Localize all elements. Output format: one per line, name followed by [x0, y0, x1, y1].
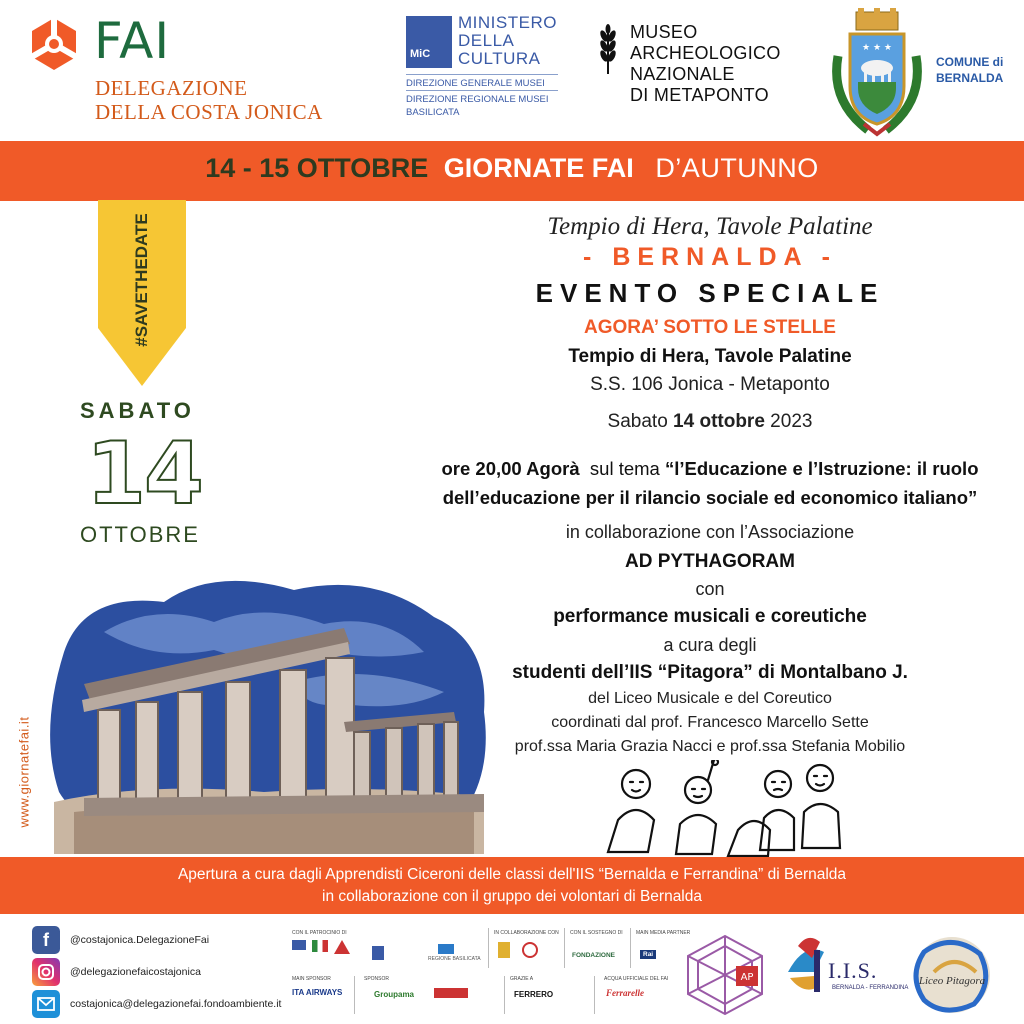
event-date-year: 2023 — [764, 411, 813, 432]
event-subheading: AGORA’ SOTTO LE STELLE — [584, 317, 836, 338]
fai-delegation-line2: DELLA COSTA JONICA — [95, 100, 323, 124]
hashtag-label: #SAVETHEDATE — [132, 213, 151, 347]
sponsor-name: REGIONE BASILICATA — [428, 956, 481, 962]
comune-line1: COMUNE di — [936, 55, 1004, 69]
ministry-dept1: DIREZIONE GENERALE MUSEI — [406, 74, 558, 90]
event-topic-line1: “l’Educazione e l’Istruzione: il ruolo — [664, 458, 979, 479]
comune-small-icon — [498, 942, 510, 958]
sponsor-strip — [288, 926, 691, 1020]
sponsor-name: FONDAZIONE — [572, 952, 615, 959]
pitagora-logo-icon — [904, 932, 1000, 1018]
mic-abbrev: MiC — [410, 48, 431, 60]
instagram-row[interactable] — [32, 958, 201, 986]
ministry-departments — [406, 74, 558, 119]
sponsor-label: GRAZIE A — [510, 976, 534, 982]
sponsor-label: SPONSOR — [364, 976, 390, 982]
event-topic — [400, 454, 1020, 512]
event-venue: Tempio di Hera, Tavole Palatine — [568, 346, 852, 367]
sponsor-name: Groupama — [374, 990, 415, 999]
museum-line1: MUSEO — [630, 22, 698, 42]
bottom-banner-text — [0, 864, 1024, 908]
event-schools: del Liceo Musicale e del Coreutico — [588, 690, 832, 707]
iis-name: I.I.S. — [828, 958, 878, 983]
ministry-line2: DELLA — [458, 31, 515, 50]
sponsor-divider — [564, 928, 565, 968]
facebook-row[interactable] — [32, 926, 209, 954]
fai-delegation-line1: DELEGAZIONE — [95, 76, 248, 100]
ministry-line3: CULTURA — [458, 49, 541, 68]
event-script-title: Tempio di Hera, Tavole Palatine — [547, 213, 873, 240]
sponsor-name: Rai — [640, 950, 656, 959]
event-coordinators: coordinati dal prof. Francesco Marcello Sette — [551, 714, 869, 731]
event-date — [400, 411, 1020, 433]
event-time: ore 20,00 Agorà — [441, 458, 580, 479]
sponsor-label: MAIN MEDIA PARTNER — [636, 930, 691, 936]
fai-delegation — [95, 76, 323, 124]
website-link[interactable]: www.giornatefai.it — [16, 716, 32, 828]
ap-logo-text: AP — [740, 972, 754, 983]
event-teachers: prof.ssa Maria Grazia Nacci e prof.ssa Stefania Mobilio — [514, 738, 906, 755]
event-students: studenti dell’IIS “Pitagora” di Montalbano J. — [512, 662, 908, 683]
sponsor-red-logo-icon — [434, 988, 468, 998]
email-row[interactable] — [32, 990, 281, 1018]
ministry-title — [458, 14, 557, 68]
mic-small-icon — [372, 946, 384, 960]
students-sketch-icon — [588, 760, 858, 858]
event-topic-line2: dell’educazione per il rilancio sociale ed economico italiano” — [442, 487, 978, 508]
sponsor-label: CON IL SOSTEGNO DI — [570, 930, 623, 936]
banner-giornate: GIORNATE FAI — [443, 153, 634, 183]
banner-title — [0, 153, 1024, 184]
day-number: 14 — [86, 424, 202, 524]
instagram-icon — [32, 958, 60, 986]
basilicata-icon — [438, 944, 454, 954]
event-association: AD PYTHAGORAM — [625, 551, 795, 572]
sponsor-name: ITA AIRWAYS — [292, 988, 343, 997]
comune-label — [936, 54, 1003, 86]
museum-line4: DI METAPONTO — [630, 85, 769, 105]
eu-flag-icon — [292, 940, 306, 950]
event-curated-by: a cura degli — [663, 635, 757, 655]
sponsor-label: CON IL PATROCINIO DI — [292, 930, 347, 936]
ministry-line1: MINISTERO — [458, 13, 557, 32]
sponsor-name: FERRERO — [514, 990, 554, 999]
event-collab: in collaborazione con l’Associazione — [565, 522, 855, 542]
svg-text:★ ★ ★: ★ ★ ★ — [862, 43, 892, 53]
event-performance: performance musicali e coreutiche — [553, 606, 867, 627]
ministry-triangle-icon — [334, 940, 350, 954]
instagram-handle[interactable]: @delegazionefaicostajonica — [70, 966, 201, 978]
email-icon — [32, 990, 60, 1018]
fai-logo-icon — [24, 14, 84, 74]
red-cross-icon — [522, 942, 538, 958]
event-con: con — [695, 579, 725, 599]
bottom-line2: in collaborazione con il gruppo dei volontari di Bernalda — [322, 888, 702, 905]
comune-line2: BERNALDA — [936, 71, 1004, 85]
ministry-dept3: BASILICATA — [406, 107, 460, 118]
email-address[interactable]: costajonica@delegazionefai.fondoambiente.it — [70, 998, 282, 1010]
weekday: SABATO — [80, 398, 195, 423]
sponsor-divider — [594, 976, 595, 1014]
event-heading: EVENTO SPECIALE — [535, 278, 885, 308]
month: OTTOBRE — [80, 522, 200, 547]
ministry-dept2: DIREZIONE REGIONALE MUSEI — [406, 90, 558, 106]
banner-dates: 14 - 15 OTTOBRE — [205, 153, 429, 183]
sponsor-divider — [630, 928, 631, 968]
bottom-line1: Apertura a cura dagli Apprendisti Ciceroni delle classi dell'IIS “Bernalda e Ferrandina” di Bernalda — [177, 866, 847, 883]
sponsor-label: MAIN SPONSOR — [292, 976, 331, 982]
bernalda-crest-icon — [828, 6, 926, 138]
museum-name — [630, 22, 781, 106]
fai-wordmark: FAI — [94, 12, 171, 70]
sponsor-label: IN COLLABORAZIONE CON — [494, 930, 559, 936]
event-date-bold: 14 ottobre — [673, 411, 765, 432]
facebook-handle[interactable]: @costajonica.DelegazioneFai — [70, 934, 210, 946]
facebook-icon: f — [32, 926, 60, 954]
banner-autunno: D’AUTUNNO — [655, 153, 819, 183]
event-address: S.S. 106 Jonica - Metaponto — [590, 374, 830, 395]
iis-sub: BERNALDA - FERRANDINA — [832, 985, 909, 991]
sponsor-divider — [504, 976, 505, 1014]
ad-pythagoram-logo-icon — [680, 932, 770, 1018]
sponsor-label: ACQUA UFFICIALE DEL FAI — [604, 976, 669, 982]
event-topic-mid: sul tema — [589, 458, 660, 479]
sponsor-name: Ferrarelle — [606, 988, 644, 998]
museum-line3: NAZIONALE — [630, 64, 735, 84]
sponsor-divider — [488, 928, 489, 968]
wheat-icon — [594, 24, 622, 76]
italy-flag-icon — [312, 940, 328, 952]
pitagora-logo-text: Liceo Pitagora — [918, 975, 986, 987]
event-town: - BERNALDA - — [583, 243, 837, 271]
mic-logo-icon — [406, 16, 452, 68]
sponsor-divider — [354, 976, 355, 1014]
event-date-prefix: Sabato — [607, 411, 674, 432]
museum-line2: ARCHEOLOGICO — [630, 43, 781, 63]
